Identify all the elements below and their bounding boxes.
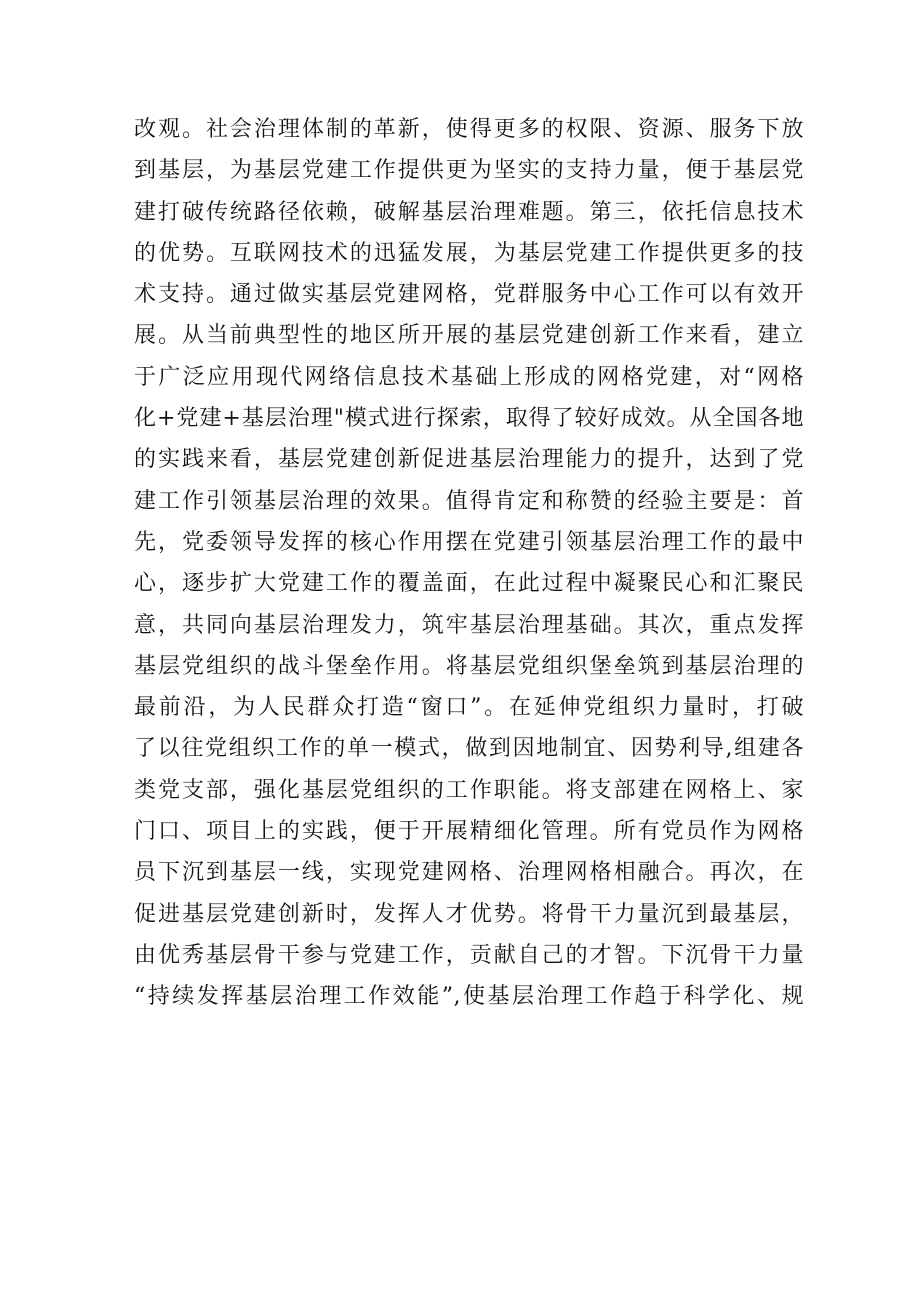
text-line: 到基层，为基层党建工作提供更为坚实的支持力量，便于基层党 bbox=[134, 158, 804, 184]
text-line: 术支持。通过做实基层党建网格，党群服务中心工作可以有效开 bbox=[134, 282, 804, 308]
text-line: 建工作引领基层治理的效果。值得肯定和称赞的经验主要是：首 bbox=[134, 488, 804, 514]
text-line: 建打破传统路径依赖，破解基层治理难题。第三，依托信息技术 bbox=[134, 199, 804, 225]
text-line: 了以往党组织工作的单一模式，做到因地制宜、因势利导,组建各 bbox=[134, 736, 804, 762]
text-line: 由优秀基层骨干参与党建工作，贡献自己的才智。下沉骨干力量 bbox=[134, 942, 804, 968]
text-line: 心，逐步扩大党建工作的覆盖面，在此过程中凝聚民心和汇聚民 bbox=[134, 571, 804, 597]
text-line: 员下沉到基层一线，实现党建网格、治理网格相融合。再次，在 bbox=[134, 860, 804, 886]
text-line: 的优势。互联网技术的迅猛发展，为基层党建工作提供更多的技 bbox=[134, 240, 804, 266]
text-line: “持续发挥基层治理工作效能”,使基层治理工作趋于科学化、规 bbox=[134, 984, 804, 1010]
text-line: 的实践来看，基层党建创新促进基层治理能力的提升，达到了党 bbox=[134, 447, 804, 473]
text-line: 类党支部，强化基层党组织的工作职能。将支部建在网格上、家 bbox=[134, 777, 804, 803]
text-line: 基层党组织的战斗堡垒作用。将基层党组织堡垒筑到基层治理的 bbox=[134, 653, 804, 679]
text-line: 于广泛应用现代网络信息技术基础上形成的网格党建，对“网格 bbox=[134, 364, 804, 390]
text-line: 意，共同向基层治理发力，筑牢基层治理基础。其次，重点发挥 bbox=[134, 612, 804, 638]
text-line: 最前沿，为人民群众打造“窗口”。在延伸党组织力量时，打破 bbox=[134, 695, 804, 721]
text-line: 改观。社会治理体制的革新，使得更多的权限、资源、服务下放 bbox=[134, 117, 804, 142]
text-line: 化+党建+基层治理"模式进行探索，取得了较好成效。从全国各地 bbox=[134, 406, 804, 432]
body-paragraph bbox=[134, 109, 804, 1018]
text-line: 门口、项目上的实践，便于开展精细化管理。所有党员作为网格 bbox=[134, 819, 804, 845]
text-line: 促进基层党建创新时，发挥人才优势。将骨干力量沉到最基层， bbox=[134, 901, 804, 927]
text-line: 展。从当前典型性的地区所开展的基层党建创新工作来看，建立 bbox=[134, 323, 804, 349]
text-line: 先，党委领导发挥的核心作用摆在党建引领基层治理工作的最中 bbox=[134, 529, 804, 555]
